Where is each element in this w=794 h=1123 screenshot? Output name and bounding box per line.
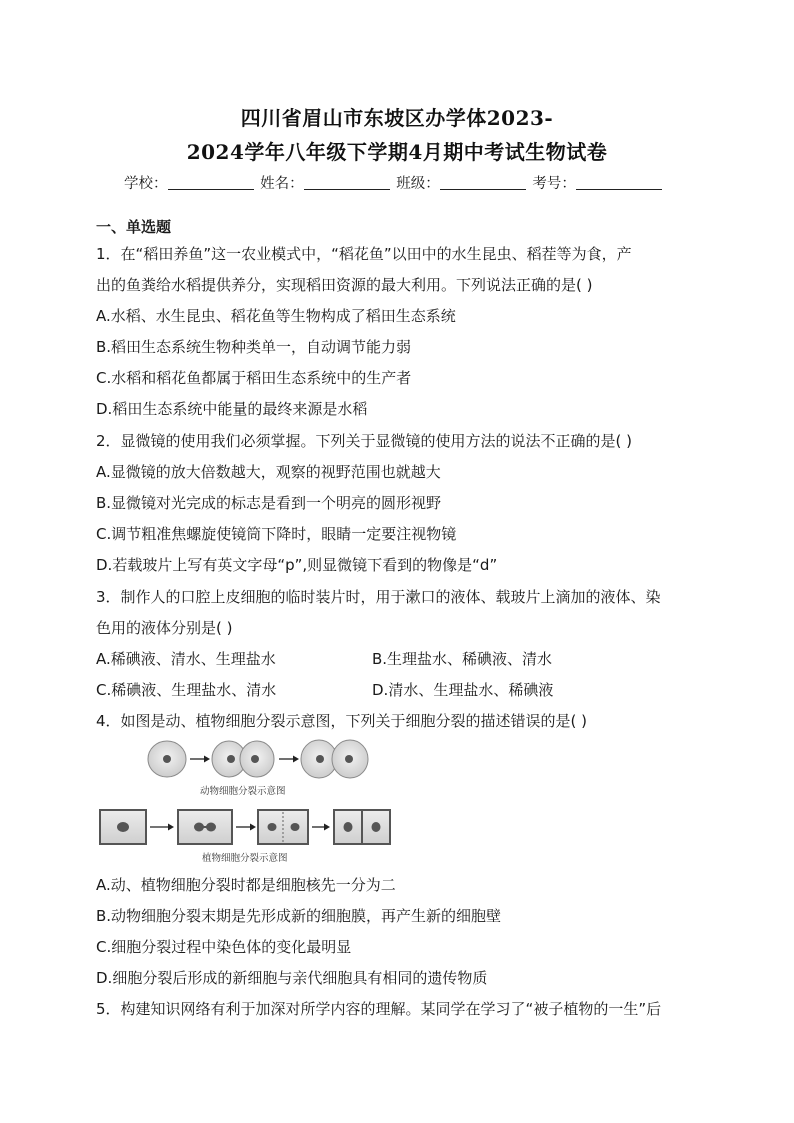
- q2-option-b[interactable]: B.显微镜对光完成的标志是看到一个明亮的圆形视野: [96, 494, 442, 512]
- q1-option-c[interactable]: C.水稻和稻花鱼都属于稻田生态系统中的生产者: [96, 369, 412, 387]
- plant-cell-stage-3: [258, 810, 308, 844]
- class-label: 班级：: [396, 176, 440, 192]
- animal-cell-stage-3: [301, 740, 368, 778]
- plant-cell-stage-1: [100, 810, 146, 844]
- arrow-icon: [150, 824, 174, 831]
- school-label: 学校：: [124, 176, 168, 192]
- q1-option-b[interactable]: B.稻田生态系统生物种类单一，自动调节能力弱: [96, 338, 412, 356]
- animal-cell-division-figure: [146, 737, 376, 785]
- q1-option-d[interactable]: D.稻田生态系统中能量的最终来源是水稻: [96, 400, 368, 418]
- exam-title-line2: 2024学年八年级下学期4月期中考试生物试卷: [186, 140, 608, 164]
- animal-cell-stage-2: [212, 741, 274, 777]
- q1-stem-line2: 出的鱼粪给水稻提供养分，实现稻田资源的最大利用。下列说法正确的是( ): [96, 276, 593, 294]
- q4-option-a[interactable]: A.动、植物细胞分裂时都是细胞核先一分为二: [96, 876, 396, 894]
- exam-no-label: 考号：: [532, 176, 576, 192]
- q4-option-b[interactable]: B.动物细胞分裂末期是先形成新的细胞膜，再产生新的细胞壁: [96, 907, 502, 925]
- q4-option-c[interactable]: C.细胞分裂过程中染色体的变化最明显: [96, 938, 352, 956]
- q3-option-a[interactable]: A.稀碘液、清水、生理盐水: [96, 650, 276, 668]
- name-label: 姓名：: [260, 176, 304, 192]
- plant-cell-stage-4: [334, 810, 390, 844]
- school-blank[interactable]: [168, 175, 254, 190]
- q2-stem-line1: 2．显微镜的使用我们必须掌握。下列关于显微镜的使用方法的说法不正确的是( ): [96, 432, 633, 450]
- animal-figure-caption: 动物细胞分裂示意图: [200, 786, 286, 797]
- q5-stem-line1: 5．构建知识网络有利于加深对所学内容的理解。某同学在学习了“被子植物的一生”后: [96, 1000, 662, 1018]
- arrow-icon: [279, 756, 299, 763]
- exam-no-blank[interactable]: [576, 175, 662, 190]
- q1-option-a[interactable]: A.水稻、水生昆虫、稻花鱼等生物构成了稻田生态系统: [96, 307, 456, 325]
- plant-figure-caption: 植物细胞分裂示意图: [202, 853, 288, 864]
- arrow-icon: [190, 756, 210, 763]
- class-blank[interactable]: [440, 175, 526, 190]
- q2-option-d[interactable]: D.若载玻片上写有英文字母“p”,则显微镜下看到的物像是“d”: [96, 556, 498, 574]
- q1-stem-line1: 1．在“稻田养鱼”这一农业模式中，“稻花鱼”以田中的水生昆虫、稻茬等为食，产: [96, 245, 632, 263]
- q3-option-b[interactable]: B.生理盐水、稀碘液、清水: [372, 650, 553, 668]
- q3-stem-line1: 3．制作人的口腔上皮细胞的临时装片时，用于漱口的液体、载玻片上滴加的液体、染: [96, 588, 661, 606]
- q3-option-d[interactable]: D.清水、生理盐水、稀碘液: [372, 681, 554, 699]
- plant-cell-stage-2: [178, 810, 232, 844]
- animal-cell-stage-1: [148, 741, 186, 777]
- q2-option-c[interactable]: C.调节粗准焦螺旋使镜筒下降时，眼睛一定要注视物镜: [96, 525, 457, 543]
- q3-stem-line2: 色用的液体分别是( ): [96, 619, 233, 637]
- q4-option-d[interactable]: D.细胞分裂后形成的新细胞与亲代细胞具有相同的遗传物质: [96, 969, 488, 987]
- exam-title-line1: 四川省眉山市东坡区办学体2023-: [240, 106, 554, 130]
- q4-stem-line1: 4．如图是动、植物细胞分裂示意图，下列关于细胞分裂的描述错误的是( ): [96, 712, 588, 730]
- name-blank[interactable]: [304, 175, 390, 190]
- arrow-icon: [236, 824, 256, 831]
- q3-option-c[interactable]: C.稀碘液、生理盐水、清水: [96, 681, 277, 699]
- section-heading: 一、单选题: [96, 218, 172, 236]
- plant-cell-division-figure: [98, 806, 394, 850]
- student-info-line: [124, 172, 664, 193]
- arrow-icon: [312, 824, 330, 831]
- q2-option-a[interactable]: A.显微镜的放大倍数越大，观察的视野范围也就越大: [96, 463, 441, 481]
